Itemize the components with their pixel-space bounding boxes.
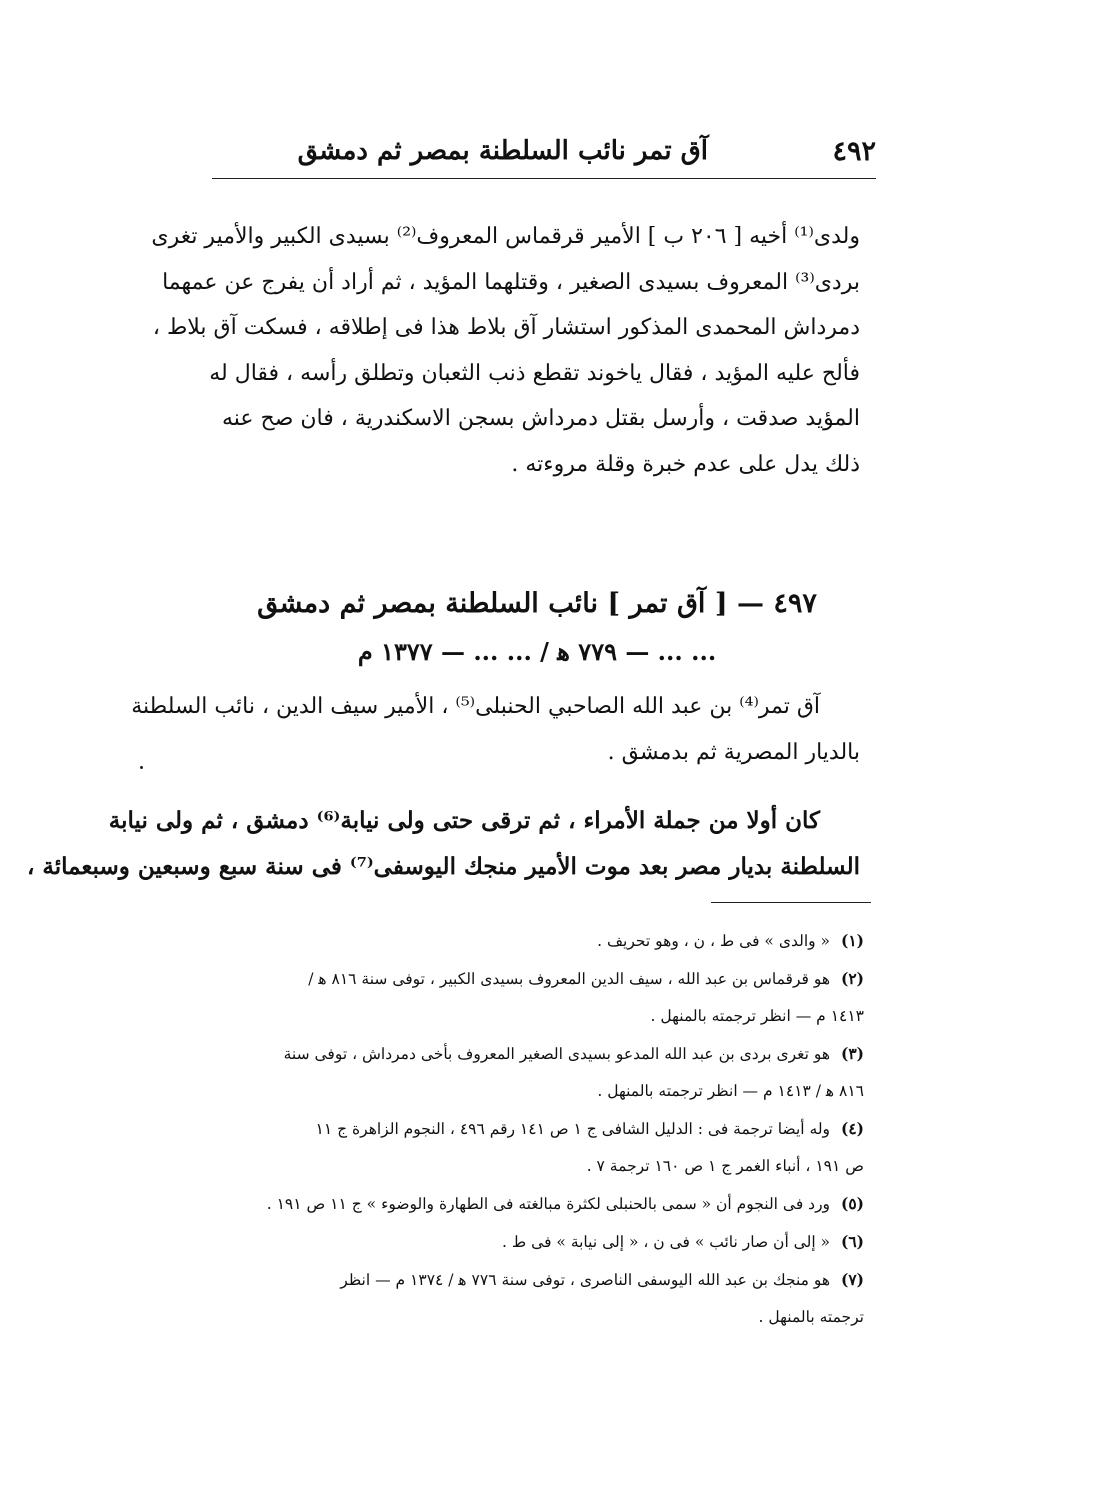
footnote-3 xyxy=(214,1035,864,1073)
footnote-text: هو منجك بن عبد الله اليوسفى الناصرى ، توفى سنة ٧٧٦ ﻫ / ١٣٧٤ م — انظر xyxy=(340,1271,831,1289)
running-title: آق تمر نائب السلطنة بمصر ثم دمشق xyxy=(297,136,708,166)
footnote-number: (٤) xyxy=(840,1119,864,1138)
footnote-7 xyxy=(214,1261,864,1299)
footnote-text: ١٤١٣ م — انظر ترجمته بالمنهل . xyxy=(650,1007,864,1025)
footnote-text: ٨١٦ ﻫ / ١٤١٣ م — انظر ترجمته بالمنهل . xyxy=(597,1082,864,1100)
text-line: بردى⁽³⁾ المعروف بسيدى الصغير ، وقتلهما المؤيد ، ثم أراد أن يفرج عن عمهما xyxy=(162,269,860,295)
footnote-1 xyxy=(214,922,864,960)
footnote-number: (٧) xyxy=(840,1270,864,1289)
page-header xyxy=(212,128,876,179)
footnote-6 xyxy=(214,1223,864,1261)
footnotes xyxy=(214,922,864,1336)
text-line: دمرداش المحمدى المذكور استشار آق بلاط هذا فى إطلاقه ، فسكت آق بلاط ، xyxy=(152,315,860,340)
footnote-number: (٢) xyxy=(840,969,864,988)
footnote-text: ص ١٩١ ، أنباء الغمر ج ١ ص ١٦٠ ترجمة ٧ . xyxy=(586,1157,864,1175)
footnote-separator xyxy=(711,902,871,903)
footnote-4 xyxy=(214,1110,864,1148)
scan-speck xyxy=(140,766,143,769)
text-line: ذلك يدل على عدم خبرة وقلة مروءته . xyxy=(511,451,860,477)
text-line: المؤيد صدقت ، وأرسل بقتل دمرداش بسجن الاسكندرية ، فان صح عنه xyxy=(221,406,860,431)
footnote-text: « إلى أن صار نائب » فى ن ، « إلى نيابة » فى ط . xyxy=(502,1233,831,1251)
footnote-text: ترجمته بالمنهل . xyxy=(758,1308,864,1326)
footnote-text: ورد فى النجوم أن « سمى بالحنبلى لكثرة مبالغته فى الطهارة والوضوء » ج ١١ ص ١٩١ . xyxy=(266,1195,831,1213)
text-line: كان أولا من جملة الأمراء ، ثم ترقى حتى ولى نيابة⁽⁶⁾ دمشق ، ثم ولى نيابة xyxy=(108,807,820,834)
footnote-number: (١) xyxy=(840,931,864,950)
page-number: ٤٩٢ xyxy=(832,136,876,167)
footnote-number: (٣) xyxy=(840,1044,864,1063)
footnote-text: هو قرقماس بن عبد الله ، سيف الدين المعروف بسيدى الكبير ، توفى سنة ٨١٦ ﻫ / xyxy=(308,970,831,988)
entry-paragraph-1 xyxy=(131,684,860,775)
footnote-number: (٦) xyxy=(840,1232,864,1251)
footnote-text: هو تغرى بردى بن عبد الله المدعو بسيدى الصغير المعروف بأخى دمرداش ، توفى سنة xyxy=(283,1045,831,1063)
text-line: السلطنة بديار مصر بعد موت الأمير منجك اليوسفى⁽⁷⁾ فى سنة سبع وسبعين وسبعمائة ، xyxy=(26,852,860,880)
footnote-2 xyxy=(214,960,864,998)
footnote-text: وله أيضا ترجمة فى : الدليل الشافى ج ١ ص ١٤١ رقم ٤٩٦ ، النجوم الزاهرة ج ١١ xyxy=(315,1120,831,1138)
text-line: ولدى⁽¹⁾ أخيه [ ٢٠٦ ب ] الأمير قرقماس المعروف⁽²⁾ بسيدى الكبير والأمير تغرى xyxy=(151,224,860,249)
footnote-number: (٥) xyxy=(840,1194,864,1213)
entry-heading: ٤٩٧ — [ آق تمر ] نائب السلطنة بمصر ثم دمشق xyxy=(257,588,817,619)
entry-paragraph-2 xyxy=(26,798,860,889)
continued-paragraph xyxy=(151,214,860,487)
footnote-5 xyxy=(214,1185,864,1223)
text-line: آق تمر⁽⁴⁾ بن عبد الله الصاحبي الحنبلى⁽⁵⁾ ، الأمير سيف الدين ، نائب السلطنة xyxy=(131,694,820,719)
text-line: فألح عليه المؤيد ، فقال ياخوند تقطع ذنب الثعبان وتطلق رأسه ، فقال له xyxy=(209,360,860,386)
entry-dates: ... ... — ٧٧٩ ﻫ / ... ... — ١٣٧٧ م xyxy=(357,637,717,666)
footnote-text: « والدى » فى ط ، ن ، وهو تحريف . xyxy=(597,932,831,950)
text-line: بالديار المصرية ثم بدمشق . xyxy=(607,739,860,765)
